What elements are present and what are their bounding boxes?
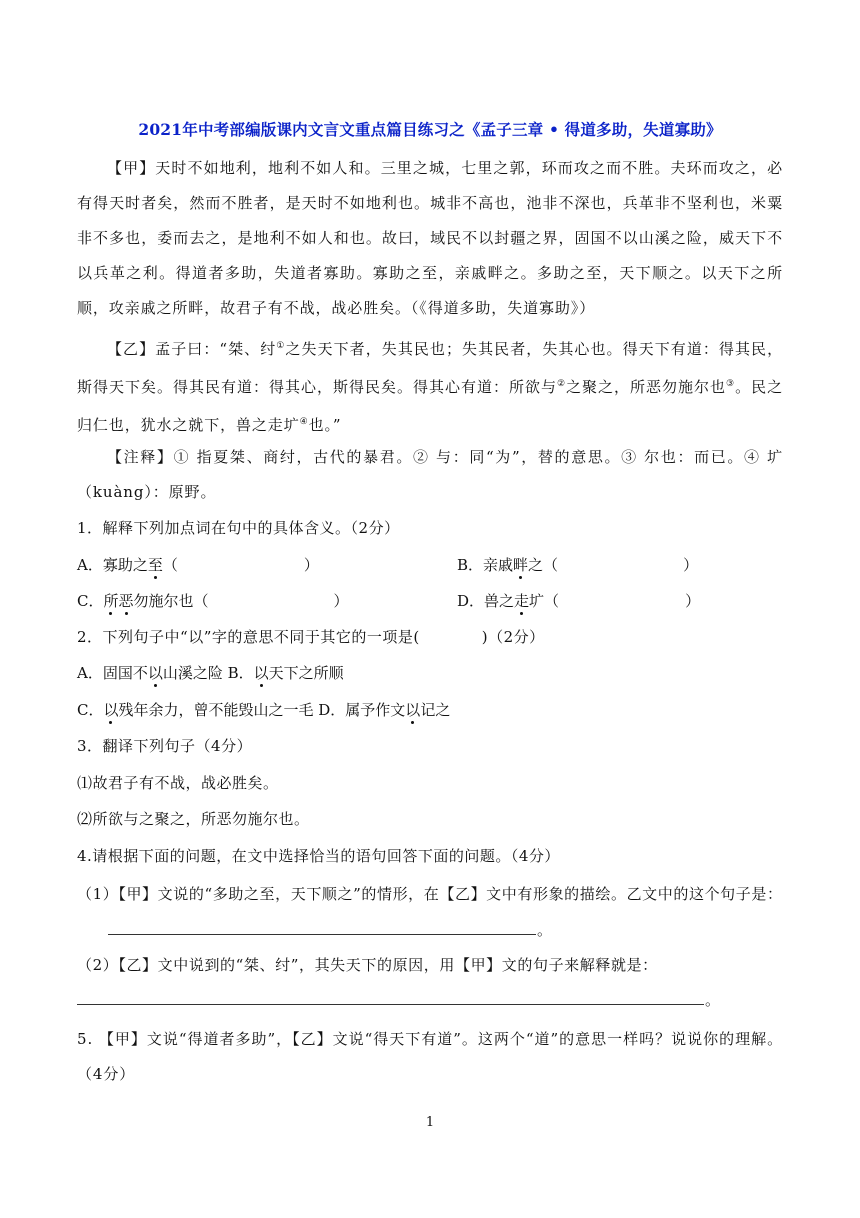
passage-jia: 【甲】天时不如地利，地利不如人和。三里之城，七里之郭，环而攻之而不胜。夫环而攻之，必有得天时者矣，然而不胜者，是天时不如地利也。城非不高也，池非不深也，兵革非不坚利也，米粟非不多也，委而去之，是地利不如人和也。故曰，域民不以封疆之界，固国不以山溪之险，威天下不以兵革之利。得道者多助，失道者寡助。寡助之至，亲戚畔之。多助之至，天下顺之。以天下之所顺，攻亲戚之所畔，故君子有不战，战必胜矣。（《得道多助，失道寡助》）	[77, 159, 783, 317]
dotted-char: 至	[147, 556, 163, 574]
q3-sentence-2: ⑵所欲与之聚之，所恶勿施尔也。	[77, 810, 310, 828]
dotted-char: 畔	[513, 556, 529, 574]
q2-options-cd: C．以残年余力，曾不能毁山之一毛 D．属予作文以记之	[77, 701, 451, 719]
q4-sub1-end: 。	[537, 921, 553, 939]
notes: 【注释】① 指夏桀、商纣，古代的暴君。② 与：同“为”，替的意思。③ 尔也：而已。④ 圹（kuàng）：原野。	[77, 448, 783, 501]
note-ref-2: ②	[556, 379, 567, 389]
q1-option-a: A．寡助之至（ ）	[77, 556, 319, 574]
q1-stem: 1．解释下列加点词在句中的具体含义。（2分）	[77, 519, 400, 537]
q1-option-d: D．兽之走圹（ ）	[457, 592, 701, 610]
q5-stem: 5. 【甲】文说“得道者多助”，【乙】文说“得天下有道”。这两个“道”的意思一样吗？说说你的理解。（4分）	[77, 1030, 783, 1083]
page-number: 1	[425, 1115, 435, 1130]
q2-stem: 2．下列句子中“以”字的意思不同于其它的一项是( )（2分）	[77, 628, 545, 646]
note-ref-3: ③	[726, 379, 736, 389]
q3-sentence-1: ⑴故君子有不战，战必胜矣。	[77, 774, 279, 792]
dotted-char: 走	[514, 592, 530, 610]
dotted-char: 以	[147, 664, 163, 682]
dotted-char: 以	[253, 664, 269, 682]
document-title: 2021年中考部编版课内文言文重点篇目练习之《孟子三章 • 得道多助，失道寡助》	[138, 120, 722, 139]
dotted-char: 以	[405, 701, 421, 719]
dotted-char: 恶	[118, 592, 134, 610]
q1-option-c: C．所恶勿施尔也（ ）	[77, 592, 349, 610]
passage-yi: 【乙】孟子曰：“桀、纣①之失天下者，失其民也；失其民者，失其心也。得天下有道：得其民，斯得天下矣。得其民有道：得其心，斯得民矣。得其心有道：所欲与②之聚之，所恶勿施尔也③。民之归仁也，犹水之就下，兽之走圹④也。”	[77, 340, 784, 434]
q1-option-b: B．亲戚畔之（ ）	[457, 556, 699, 574]
answer-line[interactable]	[108, 934, 536, 935]
dotted-char: 所	[103, 592, 119, 610]
q3-stem: 3．翻译下列句子（4分）	[77, 737, 253, 755]
q4-sub2-end: 。	[705, 991, 721, 1009]
q4-sub2: （2）【乙】文中说到的“桀、纣”，其失天下的原因，用【甲】文的句子来解释就是：	[77, 956, 658, 974]
note-ref-1: ①	[276, 341, 286, 351]
dotted-char: 以	[103, 701, 119, 719]
q4-stem: 4.请根据下面的问题，在文中选择恰当的语句回答下面的问题。（4分）	[77, 847, 560, 865]
note-ref-4: ④	[299, 417, 309, 427]
q4-sub1: （1）【甲】文说的“多助之至，天下顺之”的情形，在【乙】文中有形象的描绘。乙文中的这个句子是：	[77, 885, 783, 903]
answer-line[interactable]	[77, 1004, 704, 1005]
q2-options-ab: A．固国不以山溪之险 B．以天下之所顺	[77, 664, 344, 682]
